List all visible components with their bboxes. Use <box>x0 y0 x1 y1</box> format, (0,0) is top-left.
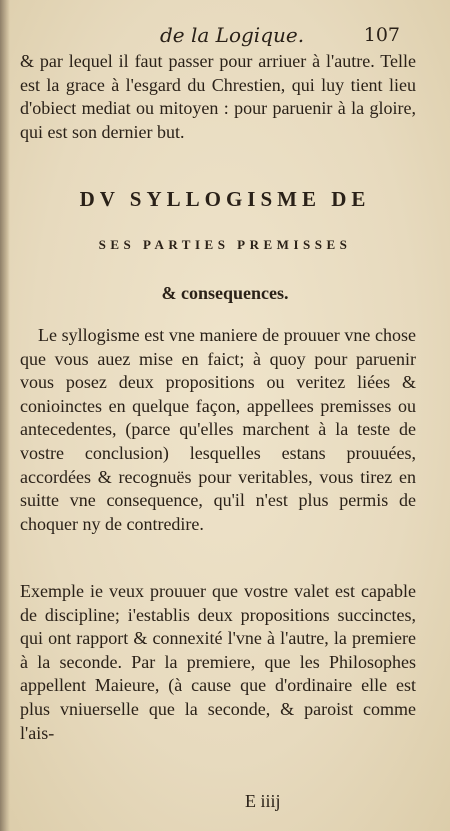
running-head: de la Logique. <box>160 23 305 47</box>
paragraph-continuation: & par lequel il faut passer pour arriuer à l'autre. Telle est la grace à l'esgard du Chrestien, qui luy tient lieu d'obiect mediat ou mitoyen : pour paruenir à la gloire, qui est son dernier but. <box>20 51 416 142</box>
page-gutter-shadow <box>0 0 10 831</box>
section-heading: DV SYLLOGISME DE <box>79 187 371 211</box>
page-number: 107 <box>363 24 400 46</box>
page-header <box>0 22 450 48</box>
section-subheading-end: & consequences. <box>161 283 289 303</box>
paragraph-example: Exemple ie veux prouuer que vostre valet est capable de discipline; i'establis deux propositions succinctes, qui ont rapport & connexité l'vne à l'autre, la premiere à la seconde. Par la premiere, que les Philosophes appellent Maieure, (à cause que d'ordinaire elle est plus vniuerselle que la seconde, & paroist comme l'ais- <box>20 581 416 743</box>
signature-mark: E iiij <box>245 791 281 811</box>
paragraph-syllogism-definition: Le syllogisme est vne maniere de prouuer vne chose que vous auez mise en faict; à quoy pour paruenir vous posez deux propositions ou veritez liées & conioinctes en quelque façon, appellees premisses ou antecedentes, (parce qu'elles marchent à la teste de vostre conclusion) lesquelles estans prouuées, accordées & recognuës pour veritables, vous tirez en suitte vne consequence, qu'il n'est plus permis de choquer ny de contredire. <box>20 325 416 534</box>
section-subheading: SES PARTIES PREMISSES <box>98 237 352 252</box>
